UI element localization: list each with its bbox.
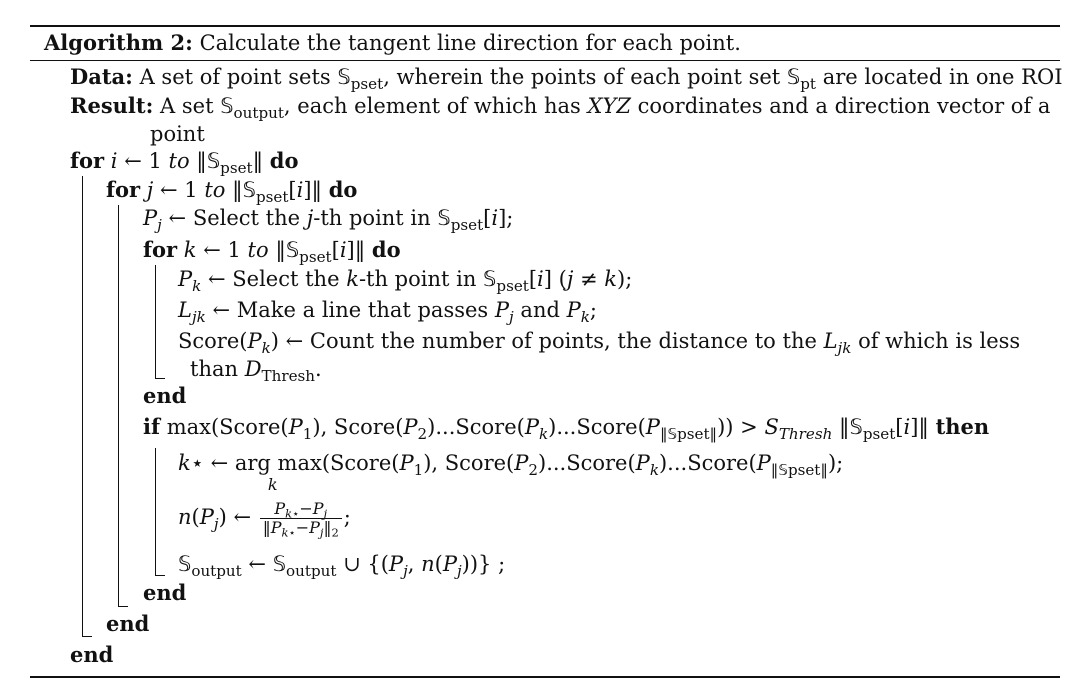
select-pj-line: $P_j$ ← Select the j-th point in 𝕊$_{pset}$[i];	[143, 206, 514, 234]
pset-sub: pset	[350, 74, 384, 93]
indent-bar-if	[155, 448, 156, 575]
output-sub: output	[286, 561, 337, 580]
pset-sub: pset	[299, 247, 332, 266]
kw-to: to	[204, 178, 226, 202]
count-text-2: of which is less	[858, 329, 1021, 353]
indent-bar-k	[155, 265, 156, 378]
indent-bar-j	[118, 205, 119, 606]
set-symbol: 𝕊	[272, 552, 287, 576]
result-text-2: , each element of which has	[283, 94, 581, 118]
select-pk-line: $P_k$ ← Select the k-th point in 𝕊$_{pset}$[i] (j ≠ k);	[178, 267, 633, 295]
kw-end: end	[143, 580, 187, 605]
data-text-2: , wherein the points of each point set	[383, 65, 781, 89]
kw-for: for	[106, 177, 141, 202]
data-line	[70, 64, 1063, 93]
result-line	[70, 93, 1051, 122]
assign-arrow: ←	[285, 329, 304, 353]
data-label: Data:	[70, 64, 133, 89]
indent-tick-k	[155, 378, 165, 379]
pset-sub: pset	[450, 215, 484, 234]
result-text-3: coordinates and a direction vector of a	[637, 94, 1051, 118]
result-label: Result:	[70, 93, 154, 118]
pset-sub: pset	[787, 460, 821, 479]
data-text-3: are located in one ROI	[822, 65, 1063, 89]
bottom-rule	[30, 676, 1060, 678]
pset-sub: pset	[677, 424, 710, 443]
set-symbol: 𝕊	[220, 94, 234, 118]
for-j-line: for j ← 1 to ‖𝕊$_{pset}$[i]‖ do	[106, 177, 358, 206]
assign-arrow: ←	[160, 178, 178, 202]
kw-end: end	[143, 383, 187, 408]
kw-then: then	[935, 414, 990, 439]
set-symbol: 𝕊	[178, 552, 192, 576]
set-symbol: 𝕊	[242, 178, 256, 202]
set-symbol: 𝕊	[483, 267, 497, 291]
end-for-k	[143, 383, 186, 409]
end-for-j	[106, 611, 149, 637]
select-k-text: Select the	[232, 267, 340, 291]
result-cont: point	[150, 122, 205, 146]
set-symbol: 𝕊	[786, 65, 801, 89]
set-symbol: 𝕊	[778, 460, 788, 479]
kw-to: to	[247, 238, 269, 262]
thresh-sub: Thresh	[778, 424, 833, 443]
set-symbol: 𝕊	[337, 65, 351, 89]
end-if	[143, 580, 186, 606]
make-line-line: $L_{jk}$ ← Make a line that passes $P_j$ and $P_k$;	[178, 298, 597, 326]
indent-bar-i	[82, 176, 83, 636]
pset-sub: pset	[496, 276, 529, 295]
and-text: and	[520, 298, 560, 322]
output-update-line: 𝕊$_{output}$ ← 𝕊$_{output}$ ∪ {($P_j$, $n(P_j)$)} ;	[178, 552, 506, 580]
score-line-cont: than $D_{Thresh}$.	[190, 357, 322, 385]
assign-arrow: ←	[233, 505, 252, 529]
algorithm-caption	[44, 30, 741, 56]
assign-arrow: ←	[124, 149, 142, 173]
score-line: $Score(P_k)$ ← Count the number of points, the distance to the $L_{jk}$ of which is less	[178, 329, 1021, 357]
select-k-text-2: -th point in	[358, 267, 477, 291]
normal-line: $n(P_j)$ ← $\frac{P_{k⋆}-P_j}{‖P_{k⋆}-P_j‖_2}$ ;	[178, 499, 351, 540]
result-text: A set	[160, 94, 214, 118]
normal-fraction: $\frac{P_{k⋆}-P_j}{‖P_{k⋆}-P_j‖_2}$	[260, 500, 342, 537]
kw-do: do	[371, 237, 401, 262]
indent-tick-if	[155, 575, 165, 576]
pset-sub: pset	[255, 187, 289, 206]
result-line-cont	[150, 121, 205, 147]
if-line: if $\max(Score(P_1)$, $Score(P_2)...Score(P_k)...Score(P_{‖𝕊pset‖})) > S_{Thresh}$ ‖𝕊$_{pset}$[i]‖ then	[143, 414, 990, 443]
top-rule	[30, 25, 1060, 27]
indent-tick-i	[82, 636, 92, 637]
thresh-sub: Thresh	[261, 366, 316, 385]
set-symbol: 𝕊	[667, 424, 678, 443]
kw-do: do	[269, 148, 299, 173]
assign-arrow: ←	[203, 238, 221, 262]
caption-rule	[30, 60, 1060, 61]
xyz-text: XYZ	[587, 94, 631, 118]
data-text: A set of point sets	[139, 65, 331, 89]
for-i-line: for i ← 1 to ‖𝕊$_{pset}$‖ do	[70, 148, 299, 177]
kw-if: if	[143, 414, 161, 439]
kw-do: do	[328, 177, 358, 202]
assign-arrow: ←	[210, 451, 229, 475]
set-symbol: 𝕊	[285, 238, 300, 262]
kw-for: for	[143, 237, 178, 262]
for-k-line: for k ← 1 to ‖𝕊$_{pset}$[i]‖ do	[143, 237, 401, 266]
assign-arrow: ←	[207, 267, 226, 291]
count-text: Count the number of points, the distance to the	[309, 329, 817, 353]
end-for-i	[70, 642, 113, 668]
output-sub: output	[191, 561, 242, 580]
make-line-text: Make a line that passes	[236, 298, 489, 322]
kw-for: for	[70, 148, 105, 173]
assign-arrow: ←	[248, 552, 267, 576]
set-symbol: 𝕊	[849, 415, 863, 439]
select-j-text: Select the	[192, 206, 301, 230]
pset-sub: pset	[220, 158, 253, 177]
set-symbol: 𝕊	[437, 206, 451, 230]
argmax-line: k⋆ ← arg max k ($Score(P_1)$, $Score(P_2)...Score(P_k)...Score(P_{‖𝕊pset‖})$;	[178, 451, 844, 494]
indent-tick-j	[118, 606, 128, 607]
assign-arrow: ←	[212, 298, 231, 322]
kw-to: to	[168, 149, 190, 173]
algorithm-label: Algorithm 2:	[44, 30, 193, 55]
pset-sub: pset	[862, 424, 896, 443]
kw-end: end	[70, 642, 114, 667]
assign-arrow: ←	[168, 206, 187, 230]
output-sub: output	[233, 103, 284, 122]
set-symbol: 𝕊	[206, 149, 221, 173]
algorithm-title: Calculate the tangent line direction for each point.	[199, 31, 741, 55]
kw-end: end	[106, 611, 150, 636]
select-j-text-2: -th point in	[313, 206, 431, 230]
pt-sub: pt	[800, 74, 816, 93]
than-text: than	[190, 357, 239, 381]
